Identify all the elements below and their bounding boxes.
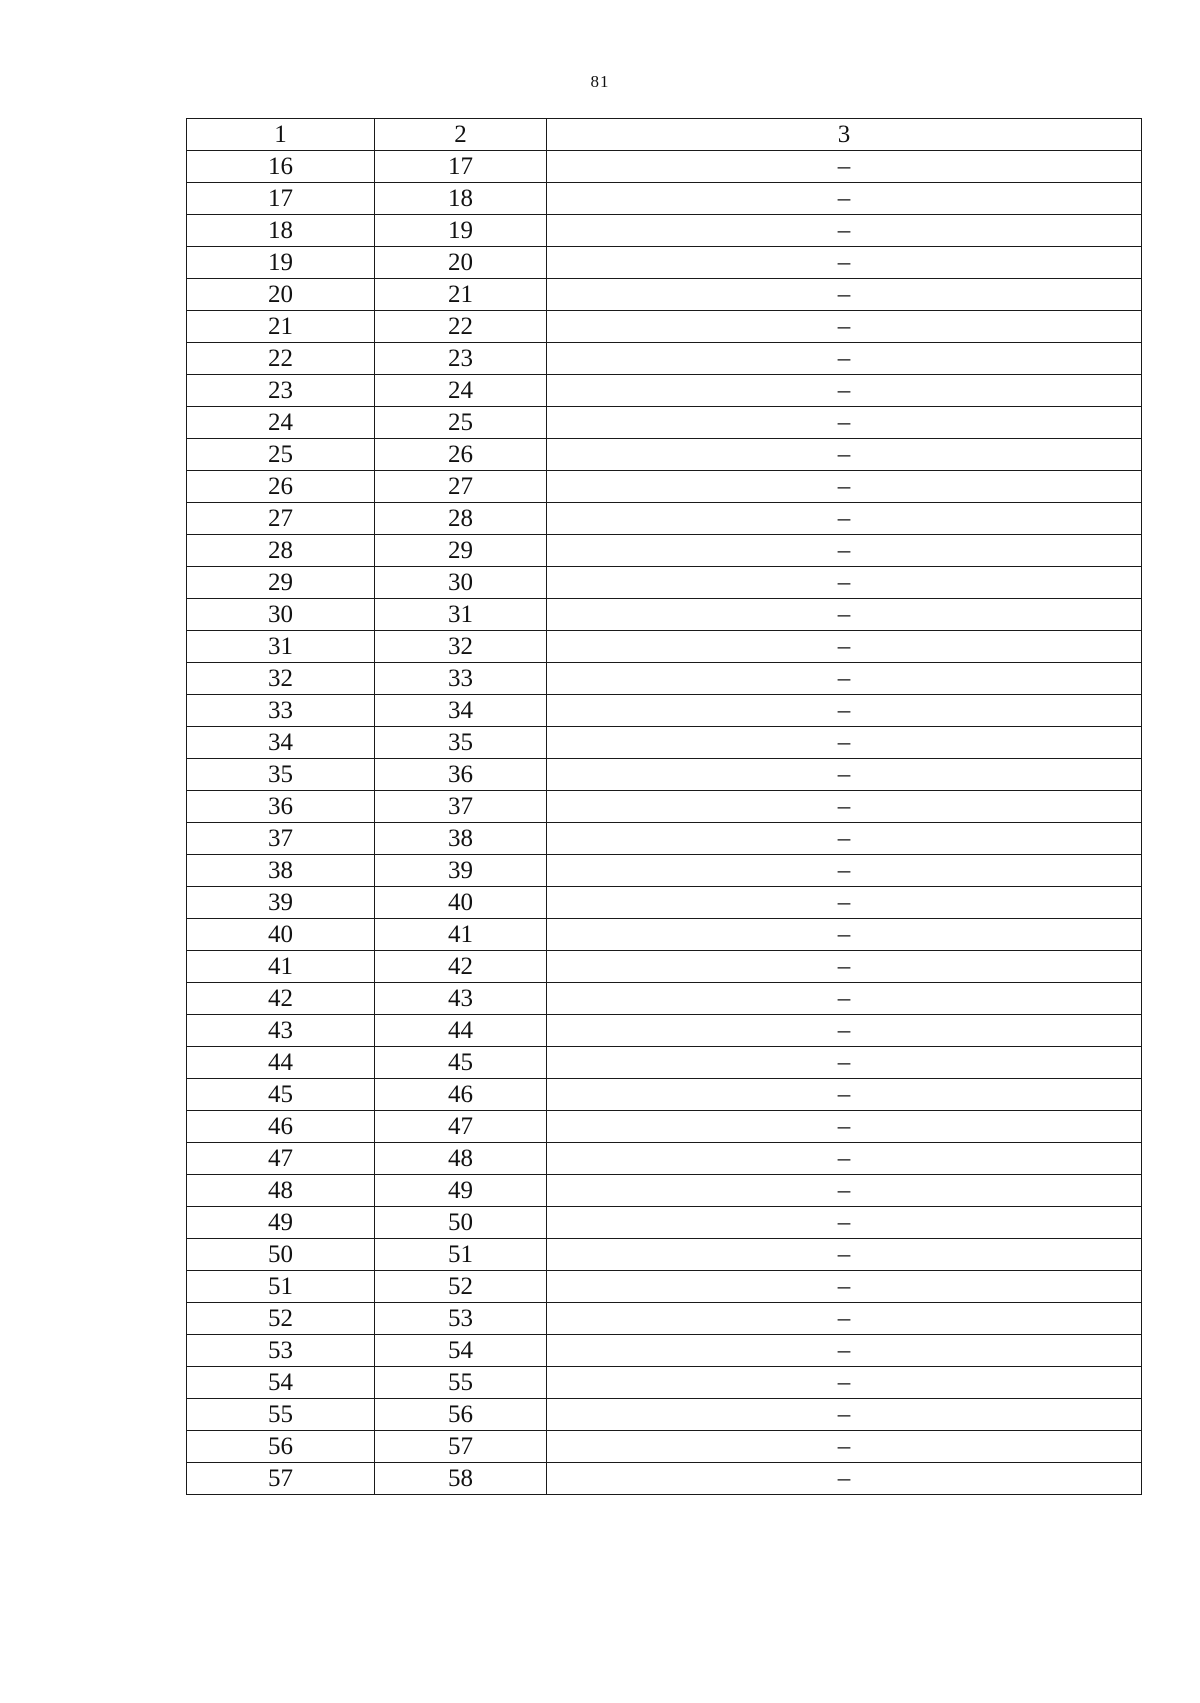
table-cell-col-2: 21 [375,279,547,311]
table-cell-col-2: 42 [375,951,547,983]
table-cell-col-3: – [547,983,1142,1015]
table-header-row [187,119,1142,151]
table-cell-col-1: 51 [187,1271,375,1303]
table-cell-col-2: 29 [375,535,547,567]
table-cell-col-3: – [547,1463,1142,1495]
table-cell-col-2: 56 [375,1399,547,1431]
table-row [187,1463,1142,1495]
table-cell-col-2: 46 [375,1079,547,1111]
table-cell-col-3: – [547,375,1142,407]
table-cell-col-2: 39 [375,855,547,887]
table-cell-col-1: 55 [187,1399,375,1431]
table-row [187,887,1142,919]
table-cell-col-3: – [547,823,1142,855]
table-cell-col-1: 35 [187,759,375,791]
table-cell-col-2: 26 [375,439,547,471]
table-cell-col-2: 49 [375,1175,547,1207]
table-cell-col-3: – [547,1079,1142,1111]
table-row [187,1335,1142,1367]
table-cell-col-1: 50 [187,1239,375,1271]
table-cell-col-1: 47 [187,1143,375,1175]
table-cell-col-1: 25 [187,439,375,471]
table-row [187,471,1142,503]
table-cell-col-1: 17 [187,183,375,215]
table-cell-col-1: 44 [187,1047,375,1079]
table-cell-col-1: 56 [187,1431,375,1463]
table-row [187,247,1142,279]
table-cell-col-1: 42 [187,983,375,1015]
table-cell-col-2: 40 [375,887,547,919]
table-cell-col-1: 18 [187,215,375,247]
table-cell-col-3: – [547,887,1142,919]
table-cell-col-2: 55 [375,1367,547,1399]
table-cell-col-2: 25 [375,407,547,439]
table-cell-col-3: – [547,311,1142,343]
table-cell-col-1: 32 [187,663,375,695]
table-cell-col-1: 52 [187,1303,375,1335]
table-cell-col-3: – [547,247,1142,279]
header-cell-2: 2 [375,119,547,151]
table-cell-col-3: – [547,1175,1142,1207]
table-cell-col-2: 31 [375,599,547,631]
table-row [187,567,1142,599]
table-cell-col-3: – [547,631,1142,663]
table-cell-col-2: 35 [375,727,547,759]
table-row [187,1303,1142,1335]
table-cell-col-1: 27 [187,503,375,535]
table-cell-col-3: – [547,1047,1142,1079]
table-cell-col-1: 43 [187,1015,375,1047]
table-row [187,343,1142,375]
table-row [187,1239,1142,1271]
table-row [187,375,1142,407]
table-cell-col-1: 45 [187,1079,375,1111]
table-row [187,855,1142,887]
table-cell-col-3: – [547,855,1142,887]
table-cell-col-2: 38 [375,823,547,855]
table-cell-col-3: – [547,471,1142,503]
table-cell-col-3: – [547,1431,1142,1463]
table-cell-col-2: 24 [375,375,547,407]
table-row [187,983,1142,1015]
table-cell-col-2: 28 [375,503,547,535]
table-row [187,951,1142,983]
table-row [187,759,1142,791]
table-cell-col-3: – [547,1015,1142,1047]
table-cell-col-3: – [547,1207,1142,1239]
table-cell-col-1: 41 [187,951,375,983]
table-cell-col-2: 58 [375,1463,547,1495]
table-cell-col-3: – [547,407,1142,439]
table-row [187,439,1142,471]
table-cell-col-2: 20 [375,247,547,279]
table-cell-col-1: 24 [187,407,375,439]
table-cell-col-2: 52 [375,1271,547,1303]
table-cell-col-3: – [547,599,1142,631]
table-cell-col-3: – [547,343,1142,375]
table-cell-col-1: 37 [187,823,375,855]
table-cell-col-2: 51 [375,1239,547,1271]
table-row [187,1015,1142,1047]
table-cell-col-1: 28 [187,535,375,567]
table-cell-col-3: – [547,503,1142,535]
table-row [187,311,1142,343]
table-cell-col-1: 48 [187,1175,375,1207]
table-cell-col-2: 23 [375,343,547,375]
header-cell-1: 1 [187,119,375,151]
table-cell-col-2: 37 [375,791,547,823]
table-cell-col-1: 19 [187,247,375,279]
table-cell-col-3: – [547,183,1142,215]
table-cell-col-1: 31 [187,631,375,663]
table-cell-col-1: 26 [187,471,375,503]
page-number: 81 [590,72,610,91]
table-row [187,1111,1142,1143]
table-cell-col-1: 38 [187,855,375,887]
table-row [187,631,1142,663]
table-row [187,791,1142,823]
table-cell-col-1: 22 [187,343,375,375]
table-body [187,119,1142,1495]
table-row [187,503,1142,535]
table-row [187,151,1142,183]
table-row [187,1271,1142,1303]
table-row [187,1175,1142,1207]
table-cell-col-1: 23 [187,375,375,407]
table-cell-col-2: 32 [375,631,547,663]
table-cell-col-1: 46 [187,1111,375,1143]
table-cell-col-1: 54 [187,1367,375,1399]
table-cell-col-1: 16 [187,151,375,183]
table-cell-col-1: 29 [187,567,375,599]
table-row [187,1143,1142,1175]
table-cell-col-3: – [547,759,1142,791]
table-cell-col-3: – [547,1239,1142,1271]
table-row [187,407,1142,439]
table-cell-col-2: 50 [375,1207,547,1239]
table-cell-col-3: – [547,535,1142,567]
table-cell-col-2: 45 [375,1047,547,1079]
table-cell-col-1: 36 [187,791,375,823]
table-cell-col-3: – [547,951,1142,983]
table-cell-col-3: – [547,1111,1142,1143]
table-row [187,695,1142,727]
table-cell-col-3: – [547,919,1142,951]
table-cell-col-2: 19 [375,215,547,247]
table-row [187,215,1142,247]
table-cell-col-3: – [547,439,1142,471]
table-cell-col-2: 34 [375,695,547,727]
table-cell-col-2: 53 [375,1303,547,1335]
table-cell-col-2: 33 [375,663,547,695]
table-cell-col-3: – [547,727,1142,759]
table-cell-col-1: 57 [187,1463,375,1495]
table-cell-col-2: 22 [375,311,547,343]
table-cell-col-1: 49 [187,1207,375,1239]
data-table [186,118,1142,1495]
table-cell-col-1: 30 [187,599,375,631]
table-cell-col-1: 21 [187,311,375,343]
table-cell-col-2: 57 [375,1431,547,1463]
table-row [187,1367,1142,1399]
table-cell-col-2: 41 [375,919,547,951]
table-cell-col-1: 40 [187,919,375,951]
table-cell-col-1: 53 [187,1335,375,1367]
table-row [187,1431,1142,1463]
table-cell-col-3: – [547,791,1142,823]
table-cell-col-3: – [547,215,1142,247]
table-cell-col-3: – [547,1143,1142,1175]
header-cell-3: 3 [547,119,1142,151]
table-row [187,599,1142,631]
table-row [187,727,1142,759]
table-cell-col-3: – [547,1399,1142,1431]
table-cell-col-3: – [547,279,1142,311]
table-cell-col-2: 48 [375,1143,547,1175]
table-cell-col-2: 36 [375,759,547,791]
table-cell-col-2: 44 [375,1015,547,1047]
table-cell-col-3: – [547,1271,1142,1303]
table-cell-col-2: 17 [375,151,547,183]
table-cell-col-2: 54 [375,1335,547,1367]
table-row [187,823,1142,855]
table-cell-col-3: – [547,151,1142,183]
table-cell-col-3: – [547,567,1142,599]
table-row [187,279,1142,311]
table-row [187,1399,1142,1431]
table-cell-col-2: 27 [375,471,547,503]
table-cell-col-2: 43 [375,983,547,1015]
table-row [187,663,1142,695]
table-cell-col-1: 39 [187,887,375,919]
table-cell-col-3: – [547,663,1142,695]
table-cell-col-2: 30 [375,567,547,599]
table-cell-col-3: – [547,695,1142,727]
table-cell-col-2: 18 [375,183,547,215]
table-cell-col-1: 34 [187,727,375,759]
table-row [187,1047,1142,1079]
table-row [187,535,1142,567]
table-cell-col-1: 20 [187,279,375,311]
table-row [187,919,1142,951]
table-cell-col-3: – [547,1367,1142,1399]
table-cell-col-3: – [547,1303,1142,1335]
table-row [187,1207,1142,1239]
table-cell-col-2: 47 [375,1111,547,1143]
table-row [187,1079,1142,1111]
table-cell-col-3: – [547,1335,1142,1367]
table-row [187,183,1142,215]
table-cell-col-1: 33 [187,695,375,727]
